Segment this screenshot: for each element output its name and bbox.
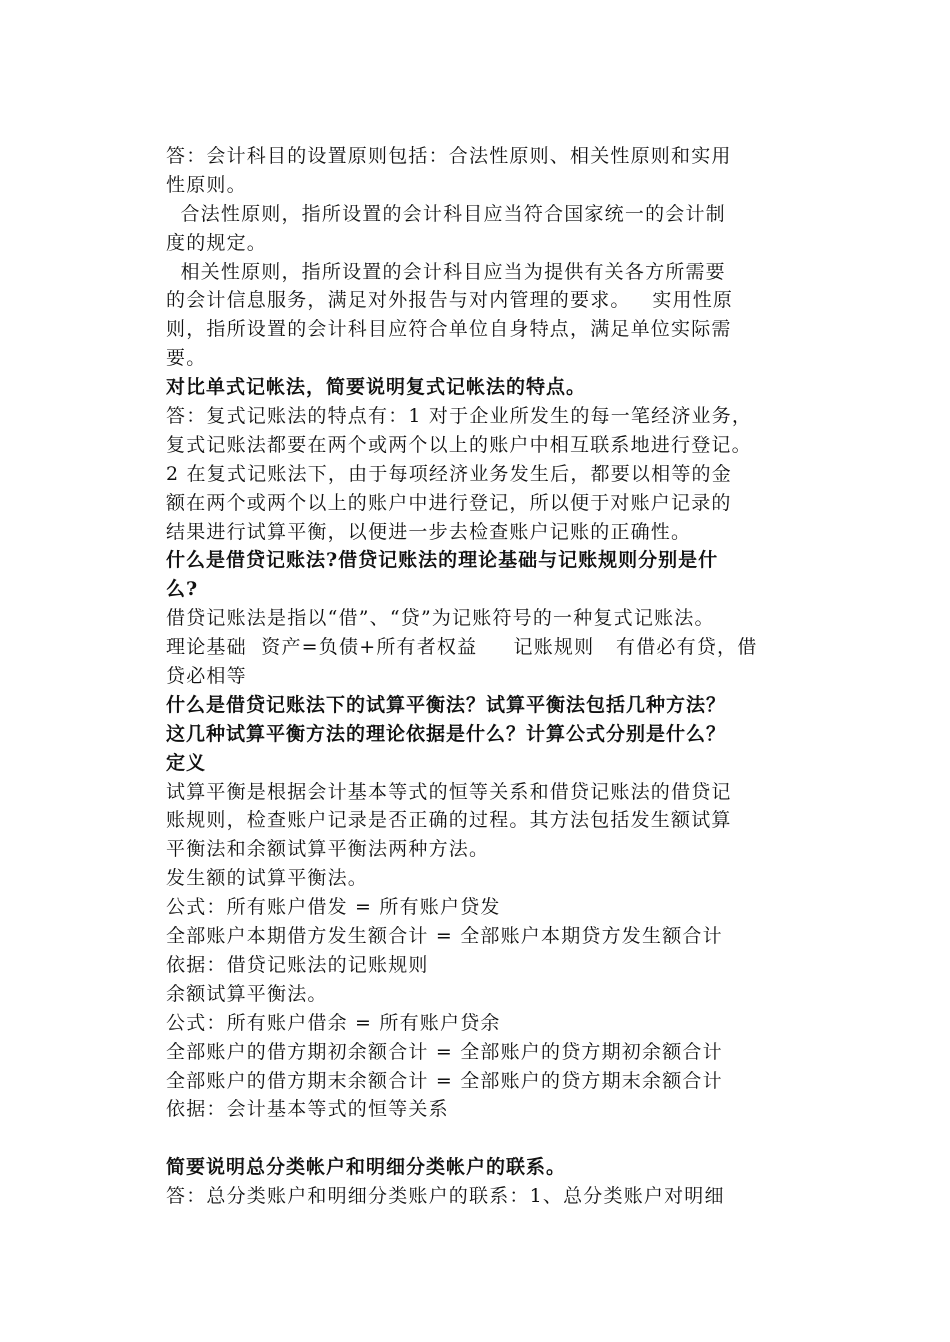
- document-body: [166, 142, 806, 1211]
- body-text-line: 公式：所有账户借余 = 所有账户贷余: [166, 1011, 501, 1034]
- body-text-line: 依据：借贷记账法的记账规则: [166, 953, 429, 976]
- body-text-line: 依据：会计基本等式的恒等关系: [166, 1098, 449, 1121]
- body-text-line: 合法性原则，指所设置的会计科目应当符合国家统一的会计制: [166, 202, 726, 225]
- body-text-line: 全部账户的借方期初余额合计 = 全部账户的贷方期初余额合计: [166, 1040, 723, 1063]
- body-text-line: [166, 1124, 806, 1153]
- body-text-line: 全部账户的借方期末余额合计 = 全部账户的贷方期末余额合计: [166, 1069, 723, 1092]
- question-heading: 么?: [166, 578, 199, 601]
- question-heading: 简要说明总分类帐户和明细分类帐户的联系。: [166, 1156, 567, 1179]
- body-text-line: 理论基础 资产=负债+所有者权益 记账规则 有借必有贷，借: [166, 636, 758, 659]
- body-text-line: 平衡法和余额试算平衡法两种方法。: [166, 838, 490, 861]
- question-heading: 定义: [166, 751, 207, 774]
- body-text-line: 则，指所设置的会计科目应符合单位自身特点，满足单位实际需: [166, 318, 732, 341]
- body-text-line: 借贷记账法是指以“借”、“贷”为记账符号的一种复式记账法。: [166, 607, 715, 630]
- body-text-line: 公式：所有账户借发 = 所有账户贷发: [166, 896, 501, 919]
- question-heading: 什么是借贷记账法?借贷记账法的理论基础与记账规则分别是什: [166, 549, 719, 572]
- body-text-line: 额在两个或两个以上的账户中进行登记，所以便于对账户记录的: [166, 491, 732, 514]
- body-text-line: 全部账户本期借方发生额合计 = 全部账户本期贷方发生额合计: [166, 925, 723, 948]
- body-text-line: 贷必相等: [166, 665, 247, 688]
- body-text-line: 2 在复式记账法下，由于每项经济业务发生后，都要以相等的金: [166, 462, 732, 485]
- body-text-line: 的会计信息服务，满足对外报告与对内管理的要求。 实用性原: [166, 289, 734, 312]
- body-text-line: 账规则，检查账户记录是否正确的过程。其方法包括发生额试算: [166, 809, 732, 832]
- body-text-line: 要。: [166, 347, 207, 370]
- body-text-line: 余额试算平衡法。: [166, 982, 328, 1005]
- body-text-line: 结果进行试算平衡，以便进一步去检查账户记账的正确性。: [166, 520, 692, 543]
- body-text-line: 度的规定。: [166, 231, 268, 254]
- body-text-line: 答：复式记账法的特点有：1 对于企业所发生的每一笔经济业务，: [166, 405, 753, 428]
- body-text-line: 答：会计科目的设置原则包括：合法性原则、相关性原则和实用: [166, 145, 732, 167]
- body-text-line: 相关性原则，指所设置的会计科目应当为提供有关各方所需要: [166, 260, 726, 283]
- body-text-line: 答：总分类账户和明细分类账户的联系：1、总分类账户对明细: [166, 1185, 725, 1208]
- body-text-line: 发生额的试算平衡法。: [166, 867, 369, 890]
- body-text-line: 性原则。: [166, 173, 247, 196]
- body-text-line: 试算平衡是根据会计基本等式的恒等关系和借贷记账法的借贷记: [166, 780, 732, 803]
- question-heading: 什么是借贷记账法下的试算平衡法？试算平衡法包括几种方法？: [166, 693, 727, 716]
- question-heading: 对比单式记帐法，简要说明复式记帐法的特点。: [166, 376, 587, 399]
- body-text-line: 复式记账法都要在两个或两个以上的账户中相互联系地进行登记。: [166, 433, 752, 456]
- question-heading: 这几种试算平衡方法的理论依据是什么？计算公式分别是什么？: [166, 722, 727, 745]
